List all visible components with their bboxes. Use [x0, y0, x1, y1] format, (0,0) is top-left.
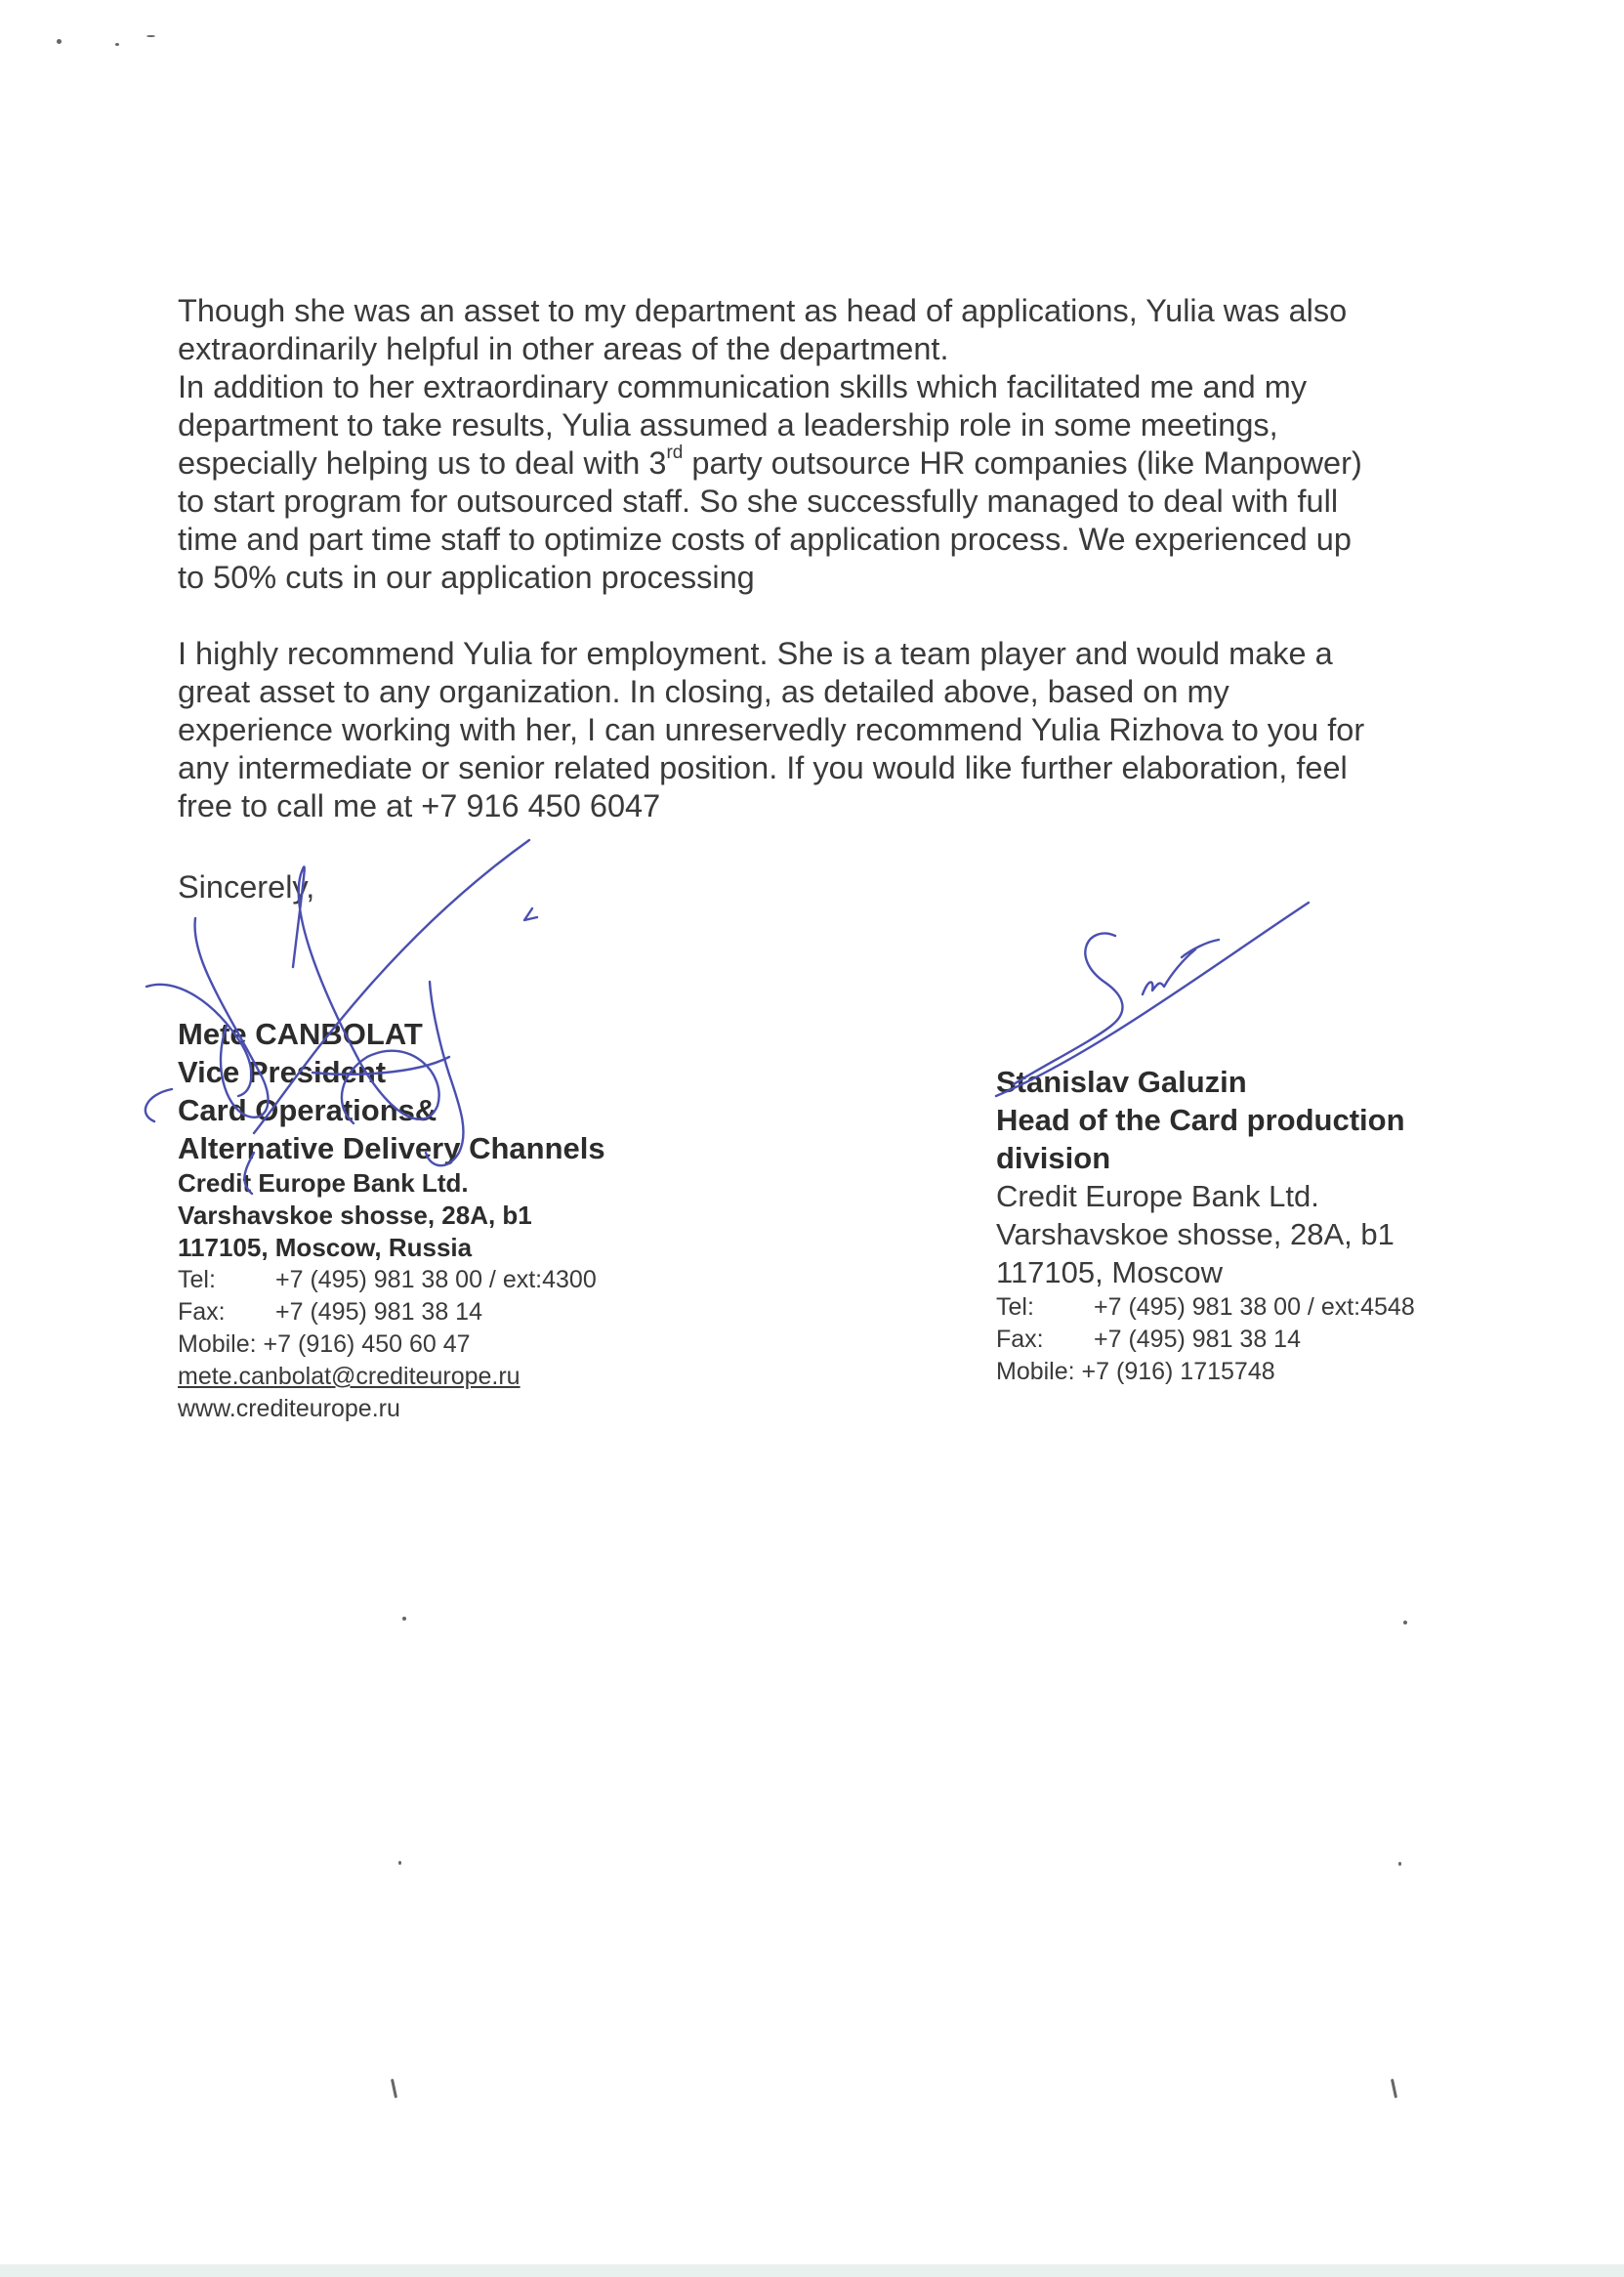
- fax-label: Fax:: [178, 1298, 226, 1326]
- tel-value: +7 (495) 981 38 00 / ext:4548: [1094, 1293, 1415, 1321]
- text-line: to 50% cuts in our application processing: [178, 560, 755, 595]
- company-name: Credit Europe Bank Ltd.: [178, 1168, 469, 1198]
- ordinal-superscript: rd: [666, 442, 684, 463]
- website-text: www.crediteurope.ru: [178, 1395, 400, 1422]
- mobile-label: Mobile:: [178, 1330, 257, 1358]
- text-line: especially helping us to deal with 3: [178, 445, 667, 481]
- scan-speck: [146, 35, 155, 37]
- fax-value: +7 (495) 981 38 14: [275, 1298, 482, 1326]
- tel-row: [996, 1291, 1415, 1324]
- text-line: extraordinarily helpful in other areas of the department.: [178, 331, 949, 366]
- scan-speck: [1391, 2079, 1397, 2098]
- text-line: great asset to any organization. In closing, as detailed above, based on my: [178, 674, 1229, 709]
- paragraph-recommendation: [178, 635, 1447, 825]
- address-line: Varshavskoe shosse, 28A, b1: [996, 1217, 1395, 1251]
- signatory-title: Vice President: [178, 1055, 387, 1089]
- signature-stroke: [254, 840, 529, 1133]
- text-line: to start program for outsourced staff. So she successfully managed to deal with full: [178, 484, 1339, 519]
- text-line: time and part time staff to optimize costs of application process. We experienced up: [178, 522, 1352, 557]
- scan-bottom-edge: [0, 2264, 1624, 2277]
- closing-salutation: Sincerely,: [178, 869, 315, 905]
- fax-value: +7 (495) 981 38 14: [1094, 1326, 1301, 1353]
- text-line: any intermediate or senior related position. If you would like further elaboration, feel: [178, 750, 1348, 785]
- mobile-row: [178, 1328, 605, 1361]
- scan-speck: [57, 39, 62, 44]
- mobile-row: [996, 1356, 1415, 1388]
- email-link[interactable]: mete.canbolat@crediteurope.ru: [178, 1363, 521, 1390]
- scan-speck: [1403, 1621, 1407, 1624]
- mobile-label: Mobile:: [996, 1358, 1075, 1385]
- paragraph-applications: [178, 292, 1447, 368]
- signatory-title: Head of the Card production: [996, 1103, 1405, 1137]
- address-line: 117105, Moscow: [996, 1255, 1224, 1289]
- signatory-department: Alternative Delivery Channels: [178, 1131, 605, 1165]
- signatory-name: Stanislav Galuzin: [996, 1065, 1247, 1099]
- mobile-value: +7 (916) 450 60 47: [263, 1330, 471, 1358]
- text-line: I highly recommend Yulia for employment. She is a team player and would make a: [178, 636, 1333, 671]
- text-line: party outsource HR companies (like Manpower): [683, 445, 1362, 481]
- signatory-department: Card Operations&: [178, 1093, 437, 1127]
- signature-stroke: [146, 1089, 172, 1121]
- signature-stroke: [293, 866, 439, 1123]
- text-line: experience working with her, I can unreservedly recommend Yulia Rizhova to you for: [178, 712, 1365, 747]
- signature-stroke: [1143, 949, 1195, 994]
- scan-speck: [115, 43, 119, 46]
- scan-speck: [402, 1617, 406, 1621]
- signature-stroke: [312, 1057, 449, 1075]
- fax-row: [178, 1296, 605, 1328]
- text-line: Though she was an asset to my department as head of applications, Yulia was also: [178, 293, 1348, 328]
- tel-label: Tel:: [996, 1293, 1034, 1321]
- signature-stroke: [146, 985, 251, 1096]
- address-line: 117105, Moscow, Russia: [178, 1233, 473, 1262]
- signature-left-image: [137, 830, 586, 1202]
- fax-row: [996, 1324, 1415, 1356]
- scan-speck: [1398, 1862, 1401, 1866]
- signature-stroke: [1014, 934, 1122, 1084]
- scan-speck: [398, 1861, 401, 1865]
- tel-row: [178, 1264, 605, 1296]
- paragraph-leadership: [178, 368, 1447, 597]
- text-line: In addition to her extraordinary communication skills which facilitated me and my: [178, 369, 1308, 404]
- signature-stroke: [195, 918, 269, 1117]
- signature-stroke: [524, 908, 537, 920]
- scan-speck: [391, 2079, 397, 2098]
- address-line: Varshavskoe shosse, 28A, b1: [178, 1201, 532, 1230]
- text-line: free to call me at +7 916 450 6047: [178, 788, 661, 823]
- signatory-title: division: [996, 1141, 1111, 1175]
- tel-label: Tel:: [178, 1266, 216, 1293]
- tel-value: +7 (495) 981 38 00 / ext:4300: [275, 1266, 597, 1293]
- signature-stroke: [244, 1153, 254, 1194]
- mobile-value: +7 (916) 1715748: [1081, 1358, 1275, 1385]
- fax-label: Fax:: [996, 1326, 1044, 1353]
- signature-right-image: [986, 889, 1318, 1114]
- letter-body: [178, 292, 1447, 825]
- text-line: department to take results, Yulia assumed a leadership role in some meetings,: [178, 407, 1278, 443]
- company-name: Credit Europe Bank Ltd.: [996, 1179, 1319, 1213]
- signature-stroke: [1182, 940, 1219, 957]
- signatory-name: Mete CANBOLAT: [178, 1017, 423, 1051]
